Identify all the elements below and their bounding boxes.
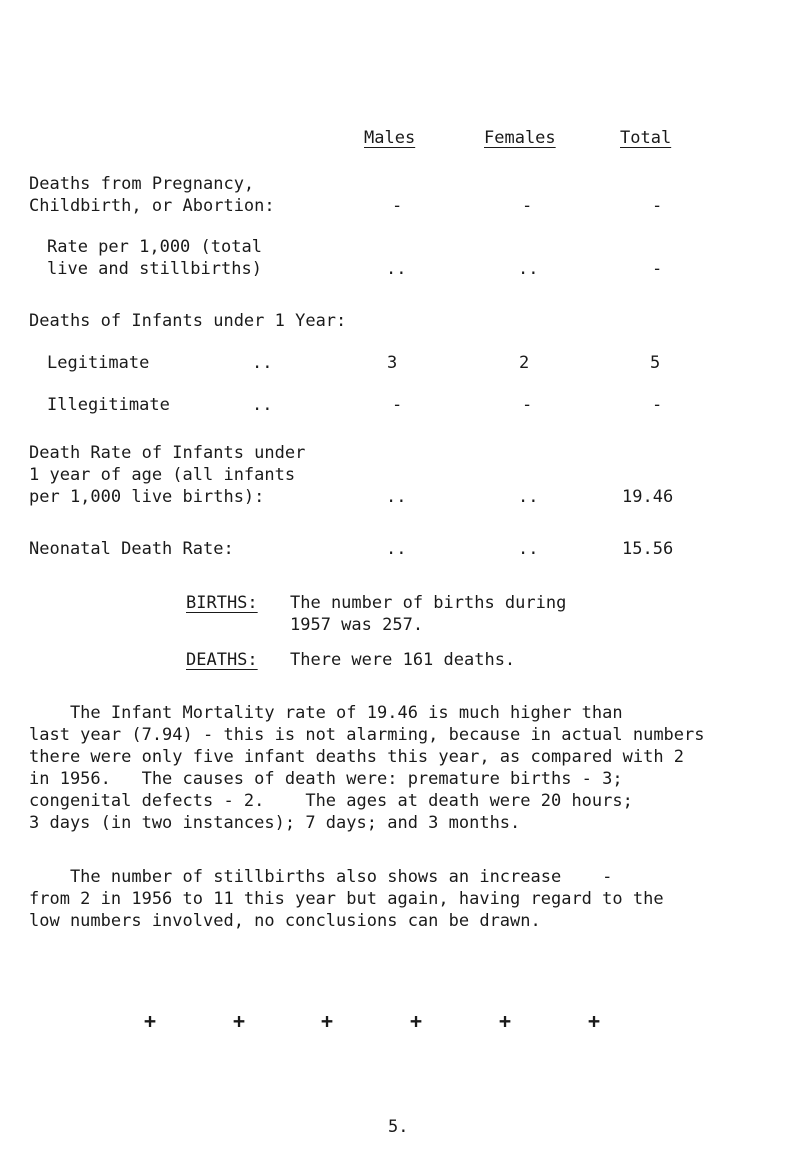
header-females: Females — [484, 128, 556, 148]
paragraph1-line1: The Infant Mortality rate of 19.46 is much higher than — [29, 703, 623, 723]
separator-cross: + — [499, 1009, 512, 1033]
separator-cross: + — [233, 1009, 246, 1033]
separator-cross: + — [410, 1009, 423, 1033]
infant-rate-females: .. — [518, 487, 539, 507]
pregnancy-males: - — [392, 196, 403, 216]
rate-males: .. — [386, 259, 407, 279]
deaths-text: There were 161 deaths. — [290, 650, 516, 670]
legitimate-label: Legitimate — [47, 353, 150, 373]
header-total: Total — [620, 128, 672, 148]
rate-females: .. — [518, 259, 539, 279]
pregnancy-label-line1: Deaths from Pregnancy, — [29, 174, 255, 194]
illegitimate-total: - — [652, 395, 663, 415]
paragraph1-line4: in 1956. The causes of death were: premature births - 3; — [29, 769, 623, 789]
births-label: BIRTHS: — [186, 593, 258, 613]
infant-rate-label-line2: 1 year of age (all infants — [29, 465, 296, 485]
infants-heading: Deaths of Infants under 1 Year: — [29, 311, 347, 331]
infant-rate-total: 19.46 — [622, 487, 674, 507]
paragraph1-line3: there were only five infant deaths this year, as compared with 2 — [29, 747, 685, 767]
paragraph2-line3: low numbers involved, no conclusions can be drawn. — [29, 911, 541, 931]
pregnancy-females: - — [522, 196, 533, 216]
legitimate-total: 5 — [650, 353, 661, 373]
paragraph2-line1: The number of stillbirths also shows an increase - — [29, 867, 613, 887]
infant-rate-males: .. — [386, 487, 407, 507]
separator-cross: + — [321, 1009, 334, 1033]
illegitimate-leader: .. — [252, 395, 273, 415]
infant-rate-label-line3: per 1,000 live births): — [29, 487, 265, 507]
separator-cross: + — [588, 1009, 601, 1033]
illegitimate-females: - — [522, 395, 533, 415]
neonatal-total: 15.56 — [622, 539, 674, 559]
legitimate-leader: .. — [252, 353, 273, 373]
rate-total: - — [652, 259, 663, 279]
header-males: Males — [364, 128, 416, 148]
rate-label-line2: live and stillbirths) — [47, 259, 262, 279]
paragraph2-line2: from 2 in 1956 to 11 this year but again, having regard to the — [29, 889, 664, 909]
neonatal-label: Neonatal Death Rate: — [29, 539, 234, 559]
pregnancy-total: - — [652, 196, 663, 216]
legitimate-males: 3 — [387, 353, 398, 373]
pregnancy-label-line2: Childbirth, or Abortion: — [29, 196, 275, 216]
paragraph1-line5: congenital defects - 2. The ages at death were 20 hours; — [29, 791, 633, 811]
births-line1: The number of births during — [290, 593, 567, 613]
infant-rate-label-line1: Death Rate of Infants under — [29, 443, 306, 463]
paragraph1-line2: last year (7.94) - this is not alarming, because in actual numbers — [29, 725, 705, 745]
rate-label-line1: Rate per 1,000 (total — [47, 237, 262, 257]
illegitimate-males: - — [392, 395, 403, 415]
deaths-label: DEATHS: — [186, 650, 258, 670]
neonatal-females: .. — [518, 539, 539, 559]
page-number: 5. — [388, 1117, 409, 1137]
separator-cross: + — [144, 1009, 157, 1033]
paragraph1-line6: 3 days (in two instances); 7 days; and 3 months. — [29, 813, 521, 833]
legitimate-females: 2 — [519, 353, 530, 373]
births-line2: 1957 was 257. — [290, 615, 424, 635]
neonatal-males: .. — [386, 539, 407, 559]
illegitimate-label: Illegitimate — [47, 395, 170, 415]
